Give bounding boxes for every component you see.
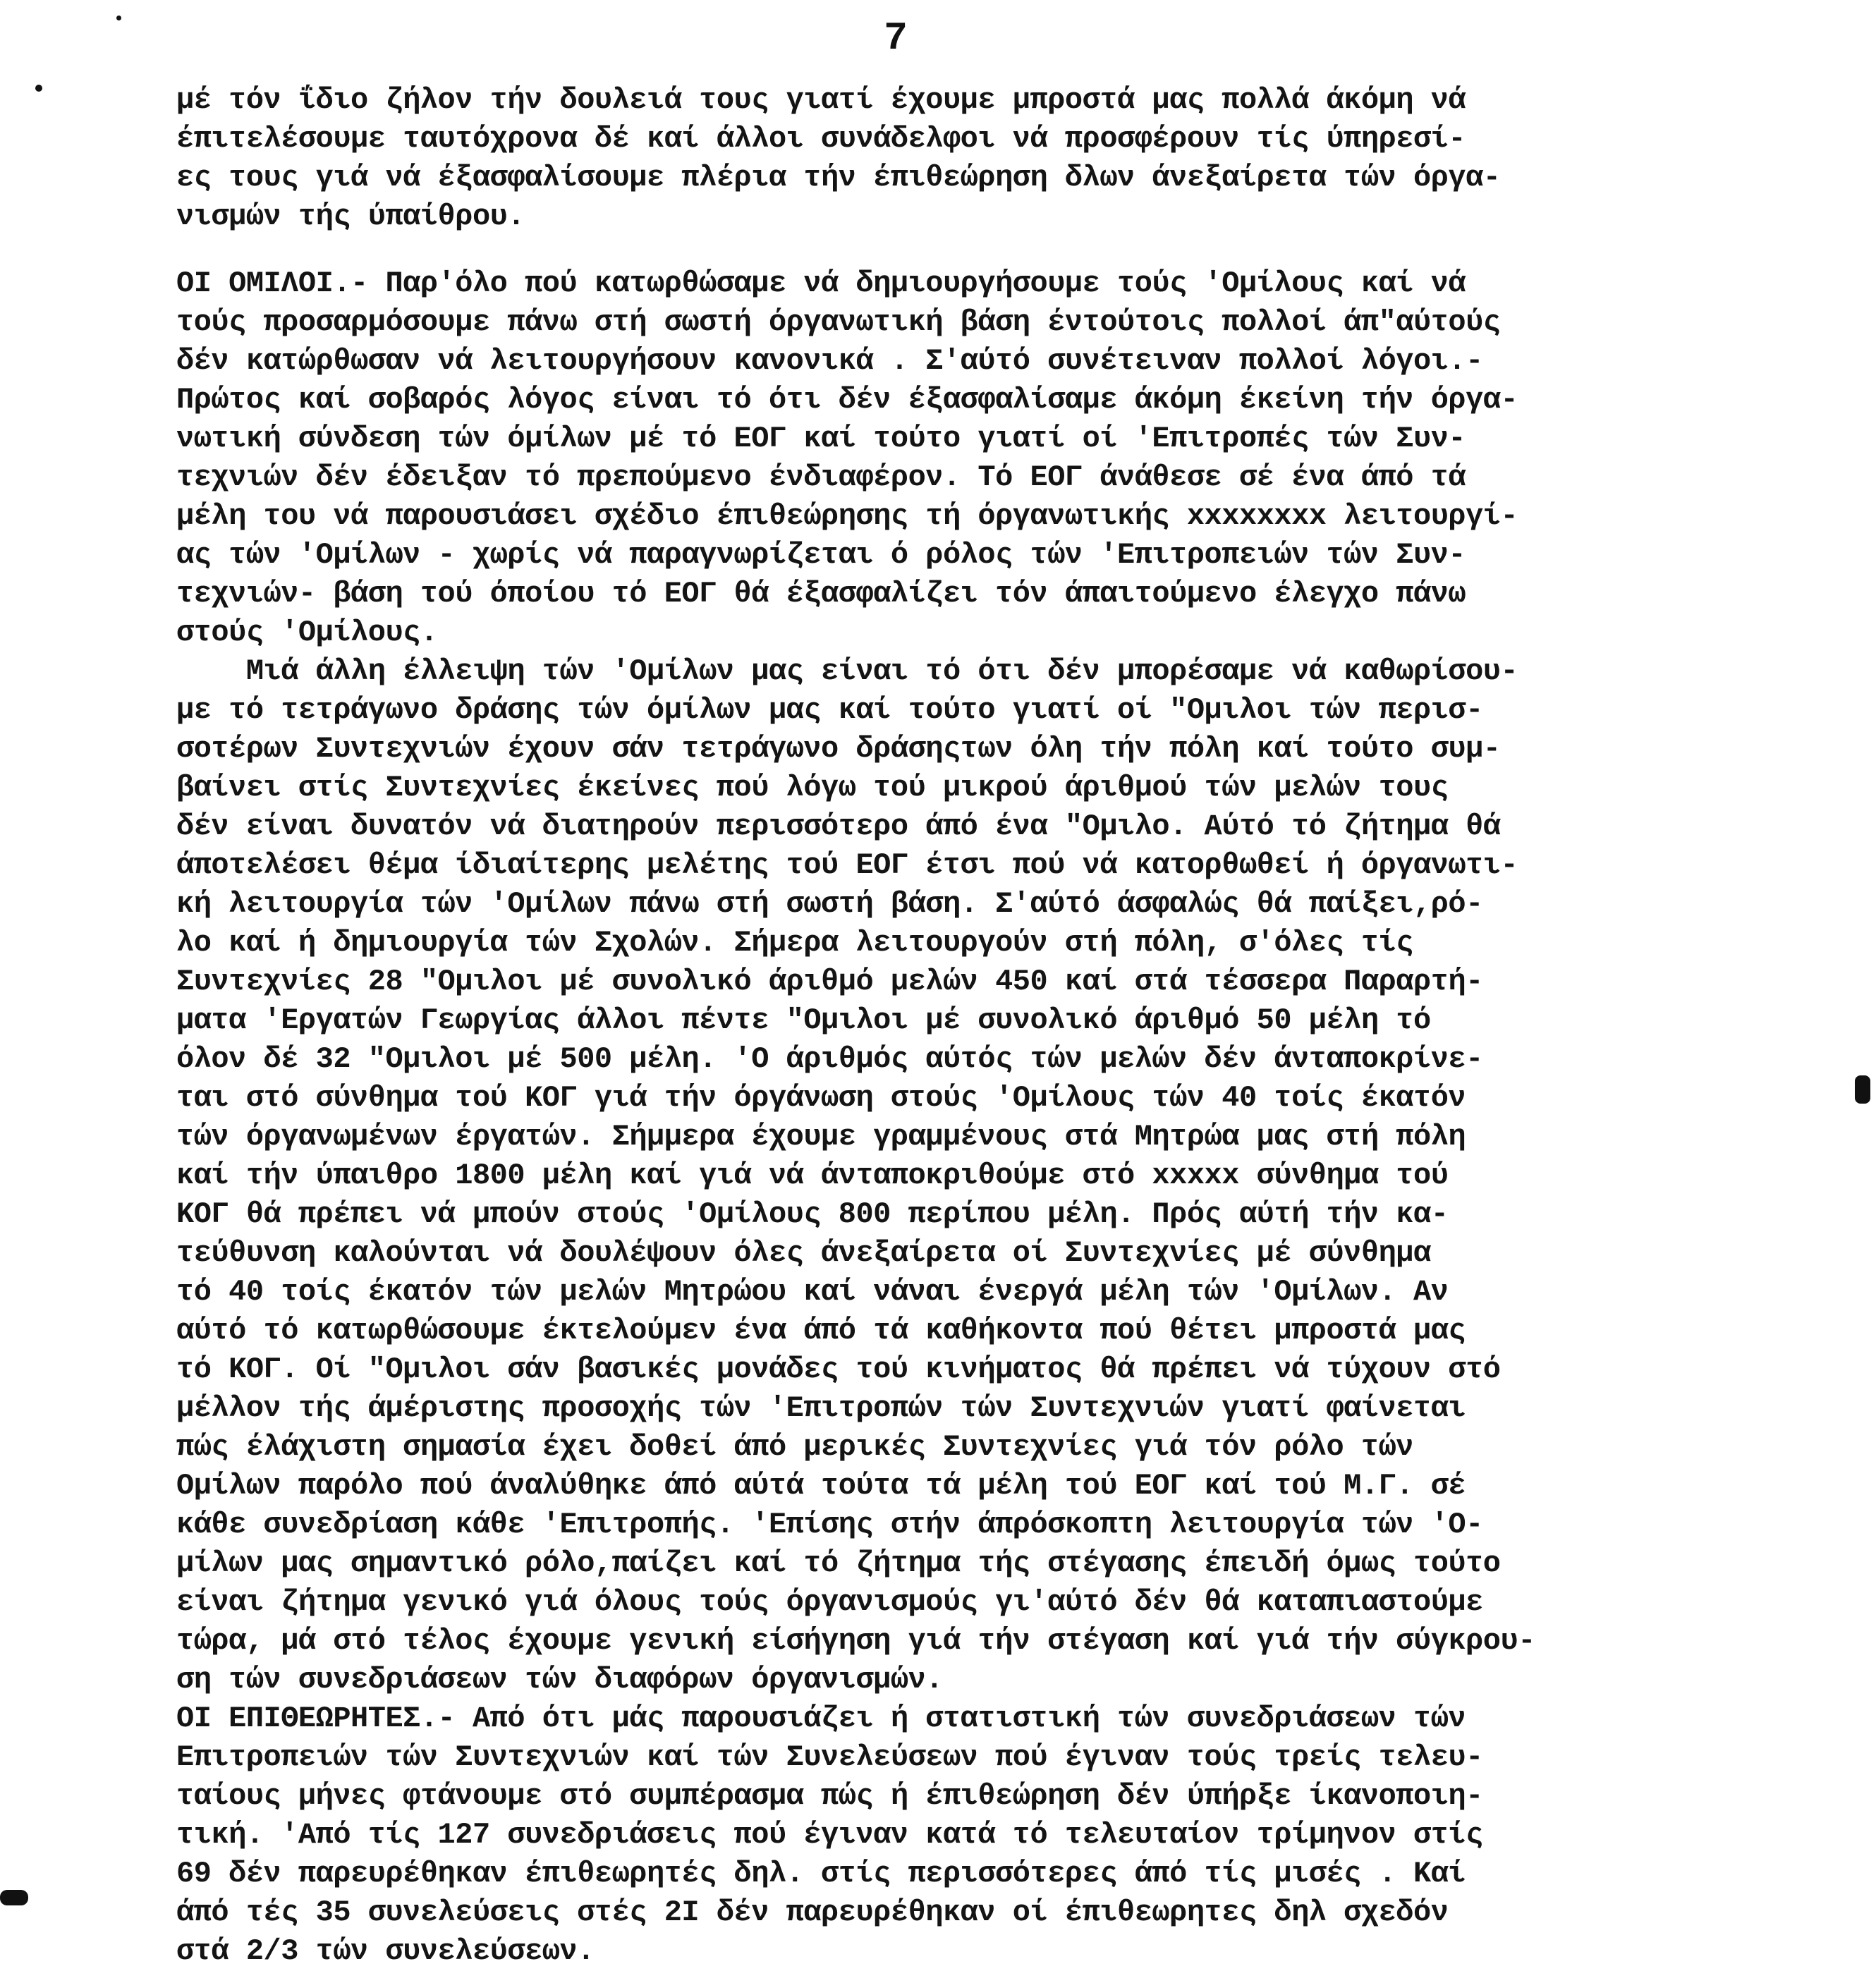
text-line: πώς έλάχιστη σημασία έχει δοθεί άπό μερικές Συντεχνίες γιά τόν ρόλο τών — [176, 1430, 1413, 1464]
text-line: τεύθυνση καλούνται νά δουλέψουν όλες άνεξαίρετα οί Συντεχνίες μέ σύνθημα — [176, 1236, 1431, 1270]
text-line: νισμών τής ύπαίθρου. — [176, 200, 525, 233]
text-line: ματα 'Εργατών Γεωργίας άλλοι πέντε "Ομιλοι μέ συνολικό άριθμό 50 μέλη τό — [176, 1003, 1431, 1037]
text-line: τεχνιών- βάση τού όποίου τό ΕΟΓ θά έξασφαλίζει τόν άπαιτούμενο έλεγχο πάνω — [176, 577, 1466, 611]
text-line: Πρώτος καί σοβαρός λόγος είναι τό ότι δέν έξασφαλίσαμε άκόμη έκείνη τήν όργα- — [176, 383, 1518, 417]
text-line: ες τους γιά νά έξασφαλίσουμε πλέρια τήν έπιθεώρηση δλων άνεξαίρετα τών όργα- — [176, 161, 1501, 195]
text-line: ΟΙ ΕΠΙΘΕΩΡΗΤΕΣ.- Από ότι μάς παρουσιάζει ή στατιστική τών συνεδριάσεων τών — [176, 1702, 1466, 1735]
text-line: ταίους μήνες φτάνουμε στό συμπέρασμα πώς ή έπιθεώρηση δέν ύπήρξε ίκανοποιη- — [176, 1779, 1483, 1813]
text-line: ΚΟΓ θά πρέπει νά μπούν στούς 'Ομίλους 800 περίπου μέλη. Πρός αύτή τήν κα- — [176, 1197, 1449, 1231]
margin-blot-right — [1855, 1075, 1870, 1104]
text-line: νωτική σύνδεση τών όμίλων μέ τό ΕΟΓ καί τούτο γιατί οί 'Επιτροπές τών Συν- — [176, 422, 1466, 456]
text-line: σοτέρων Συντεχνιών έχουν σάν τετράγωνο δράσηςτων όλη τήν πόλη καί τούτο συμ- — [176, 732, 1501, 766]
text-line: ΟΙ ΟΜΙΛΟΙ.- Παρ'όλο πού κατωρθώσαμε νά δημιουργήσουμε τούς 'Ομίλους καί νά — [176, 267, 1466, 300]
page-number: 7 — [884, 16, 908, 61]
text-line: μέ τόν ΐδιο ζήλον τήν δουλειά τους γιατί έχουμε μπροστά μας πολλά άκόμη νά — [176, 83, 1466, 117]
text-line: τό ΚΟΓ. Οί "Ομιλοι σάν βασικές μονάδες τού κινήματος θά πρέπει νά τύχουν στό — [176, 1353, 1501, 1386]
text-line: Μιά άλλη έλλειψη τών 'Ομίλων μας είναι τό ότι δέν μπορέσαμε νά καθωρίσου- — [176, 654, 1518, 688]
text-line: μέλλον τής άμέριστης προσοχής τών 'Επιτροπών τών Συντεχνιών γιατί φαίνεται — [176, 1391, 1466, 1425]
text-line: καί τήν ύπαιθρο 1800 μέλη καί γιά νά άνταποκριθούμε στό xxxxx σύνθημα τού — [176, 1159, 1449, 1192]
typed-text — [176, 81, 1798, 1971]
text-line: τών όργανωμένων έργατών. Σήμμερα έχουμε γραμμένους στά Μητρώα μας στή πόλη — [176, 1120, 1466, 1154]
text-line: κάθε συνεδρίαση κάθε 'Επιτροπής. 'Επίσης στήν άπρόσκοπτη λειτουργία τών 'Ο- — [176, 1508, 1483, 1542]
text-line: τούς προσαρμόσουμε πάνω στή σωστή όργανωτική βάση έντούτοις πολλοί άπ"αύτούς — [176, 305, 1501, 339]
text-line: είναι ζήτημα γενικό γιά όλους τούς όργανισμούς γι'αύτό δέν θά καταπιαστούμε — [176, 1585, 1483, 1619]
text-line: στά 2/3 τών συνελεύσεων. — [176, 1934, 595, 1968]
text-line: Συντεχνίες 28 "Ομιλοι μέ συνολικό άριθμό μελών 450 καί στά τέσσερα Παραρτή- — [176, 965, 1483, 999]
text-line: όλον δέ 32 "Ομιλοι μέ 500 μέλη. 'Ο άριθμός αύτός τών μελών δέν άνταποκρίνε- — [176, 1042, 1483, 1076]
paragraph-gap — [176, 236, 1798, 264]
text-line: μέλη του νά παρουσιάσει σχέδιο έπιθεώρησης τή όργανωτικής xxxxxxxx λειτουργί- — [176, 499, 1518, 533]
text-line: ας τών 'Ομίλων - χωρίς νά παραγνωρίζεται ό ρόλος τών 'Επιτροπειών τών Συν- — [176, 538, 1466, 572]
text-line: με τό τετράγωνο δράσης τών όμίλων μας καί τούτο γιατί οί "Ομιλοι τών περισ- — [176, 693, 1483, 727]
text-line: λο καί ή δημιουργία τών Σχολών. Σήμερα λειτουργούν στή πόλη, σ'όλες τίς — [176, 926, 1413, 960]
text-line: Επιτροπειών τών Συντεχνιών καί τών Συνελεύσεων πού έγιναν τούς τρείς τελευ- — [176, 1740, 1483, 1774]
text-line: 69 δέν παρευρέθηκαν έπιθεωρητές δηλ. στίς περισσότερες άπό τίς μισές . Καί — [176, 1857, 1466, 1891]
margin-blot-bottom-left — [0, 1890, 28, 1905]
margin-dot-left — [35, 85, 42, 92]
text-line: άπό τές 35 συνελεύσεις στές 2Ι δέν παρευρέθηκαν οί έπιθεωρητες δηλ σχεδόν — [176, 1896, 1449, 1929]
text-line: μίλων μας σημαντικό ρόλο,παίζει καί τό ζήτημα τής στέγασης έπειδή όμως τούτο — [176, 1546, 1501, 1580]
text-line: τική. 'Από τίς 127 συνεδριάσεις πού έγιναν κατά τό τελευταίον τρίμηνον στίς — [176, 1818, 1483, 1852]
text-line: ται στό σύνθημα τού ΚΟΓ γιά τήν όργάνωση στούς 'Ομίλους τών 40 τοίς έκατόν — [176, 1081, 1466, 1115]
text-line: δέν κατώρθωσαν νά λειτουργήσουν κανονικά . Σ'αύτό συνέτειναν πολλοί λόγοι.- — [176, 344, 1483, 378]
margin-dot-top — [116, 16, 121, 20]
text-line: δέν είναι δυνατόν νά διατηρούν περισσότερο άπό ένα "Ομιλο. Αύτό τό ζήτημα θά — [176, 810, 1501, 843]
text-line: τό 40 τοίς έκατόν τών μελών Μητρώου καί νάναι ένεργά μέλη τών 'Ομίλων. Αν — [176, 1275, 1449, 1309]
text-line: τεχνιών δέν έδειξαν τό πρεπούμενο ένδιαφέρον. Τό ΕΟΓ άνάθεσε σέ ένα άπό τά — [176, 460, 1466, 494]
text-line: βαίνει στίς Συντεχνίες έκείνες πού λόγω τού μικρού άριθμού τών μελών τους — [176, 771, 1449, 805]
text-line: αύτό τό κατωρθώσουμε έκτελούμεν ένα άπό τά καθήκοντα πού θέτει μπροστά μας — [176, 1314, 1466, 1348]
text-line: κή λειτουργία τών 'Ομίλων πάνω στή σωστή βάση. Σ'αύτό άσφαλώς θά παίξει,ρό- — [176, 887, 1483, 921]
text-line: άποτελέσει θέμα ίδιαίτερης μελέτης τού ΕΟΓ έτσι πού νά κατορθωθεί ή όργανωτι- — [176, 848, 1518, 882]
text-line: τώρα, μά στό τέλος έχουμε γενική είσήγηση γιά τήν στέγαση καί γιά τήν σύγκρου- — [176, 1624, 1535, 1658]
text-line: Ομίλων παρόλο πού άναλύθηκε άπό αύτά τούτα τά μέλη τού ΕΟΓ καί τού Μ.Γ. σέ — [176, 1469, 1466, 1503]
text-line: έπιτελέσουμε ταυτόχρονα δέ καί άλλοι συνάδελφοι νά προσφέρουν τίς ύπηρεσί- — [176, 122, 1466, 156]
text-line: στούς 'Ομίλους. — [176, 616, 438, 649]
text-line: ση τών συνεδριάσεων τών διαφόρων όργανισμών. — [176, 1663, 943, 1697]
